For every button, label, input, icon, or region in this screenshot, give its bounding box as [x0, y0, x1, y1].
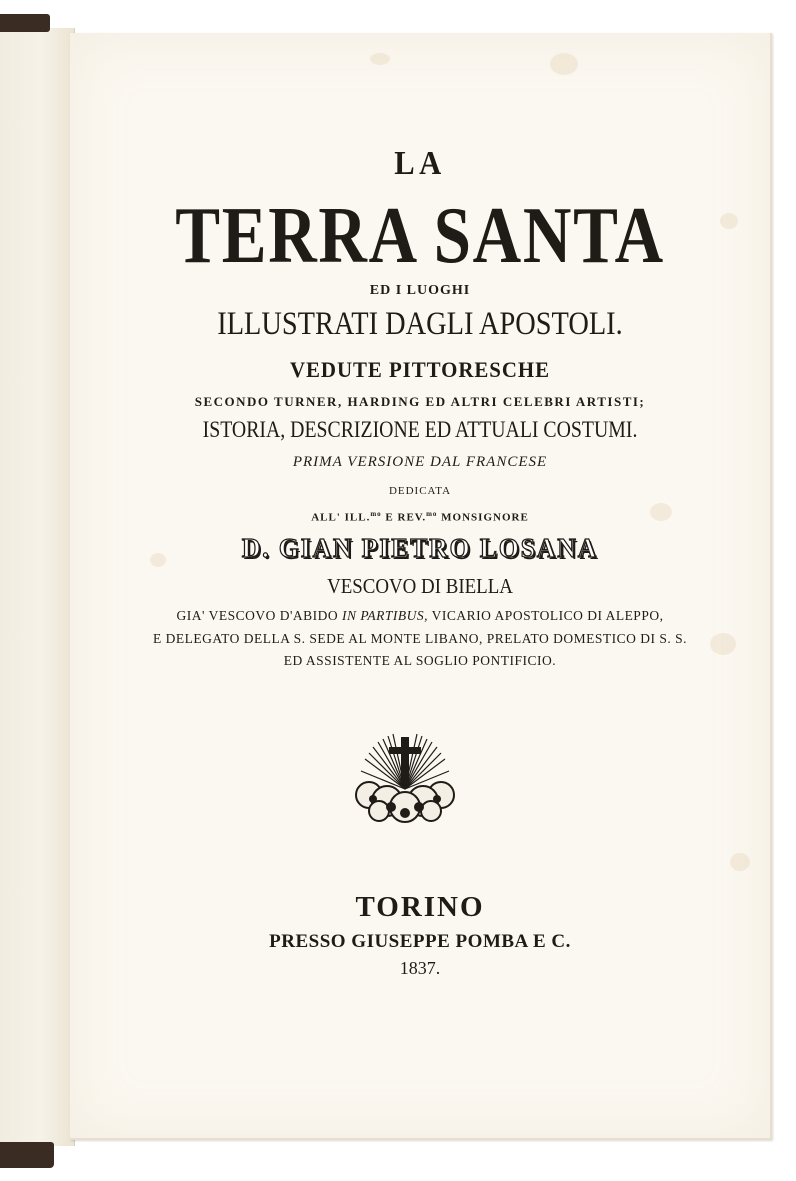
foxing-spot: [730, 853, 750, 871]
credentials-1-italic: IN PARTIBUS,: [342, 608, 429, 623]
credentials-1b: VICARIO APOSTOLICO DI ALEPPO,: [428, 608, 664, 623]
subtitle-small: ED I LUOGHI: [369, 283, 471, 298]
title-article: LA: [394, 145, 446, 182]
artists-line: SECONDO TURNER, HARDING ED ALTRI CELEBRI ARTISTI;: [194, 394, 646, 409]
credentials-line-1: [70, 608, 770, 624]
dedicatee-title: VESCOVO DI BIELLA: [327, 574, 513, 598]
cross-on-clouds-icon: [353, 731, 457, 823]
views-heading: VEDUTE PITTORESCHE: [289, 357, 551, 382]
credentials-1a: GIA' VESCOVO D'ABIDO: [176, 608, 343, 623]
contents-line: ISTORIA, DESCRIZIONE ED ATTUALI COSTUMI.: [202, 417, 638, 442]
imprint-city: TORINO: [355, 891, 485, 923]
honorific-sup-1: mo: [370, 510, 382, 518]
dedicatee-name: D. GIAN PIETRO LOSANA: [241, 533, 599, 563]
translation-line: PRIMA VERSIONE DAL FRANCESE: [292, 454, 548, 470]
subtitle-large: ILLUSTRATI DAGLI APOSTOLI.: [217, 306, 623, 342]
binding-corner-top: [0, 14, 50, 32]
credentials-line-3: ED ASSISTENTE AL SOGLIO PONTIFICIO.: [283, 653, 557, 668]
foxing-spot: [720, 213, 738, 229]
credentials-line-2: E DELEGATO DELLA S. SEDE AL MONTE LIBANO, PRELATO DOMESTICO DI S. S.: [152, 631, 687, 646]
dedication-label: DEDICATA: [388, 485, 452, 497]
imprint-publisher: PRESSO GIUSEPPE POMBA E C.: [269, 931, 571, 952]
book-cover-board: [0, 28, 75, 1146]
binding-corner-bottom: [0, 1142, 54, 1168]
imprint-year: 1837.: [399, 958, 441, 978]
honorific-sup-2: mo: [426, 510, 438, 518]
honorific-prefix: ALL' ILL.: [311, 511, 371, 524]
honorific-mid: E REV.: [381, 511, 427, 524]
honorific-line: [70, 510, 770, 524]
foxing-spot: [370, 53, 390, 65]
foxing-spot: [550, 53, 578, 75]
honorific-suffix: MONSIGNORE: [437, 511, 529, 524]
main-title: TERRA SANTA: [175, 192, 665, 280]
